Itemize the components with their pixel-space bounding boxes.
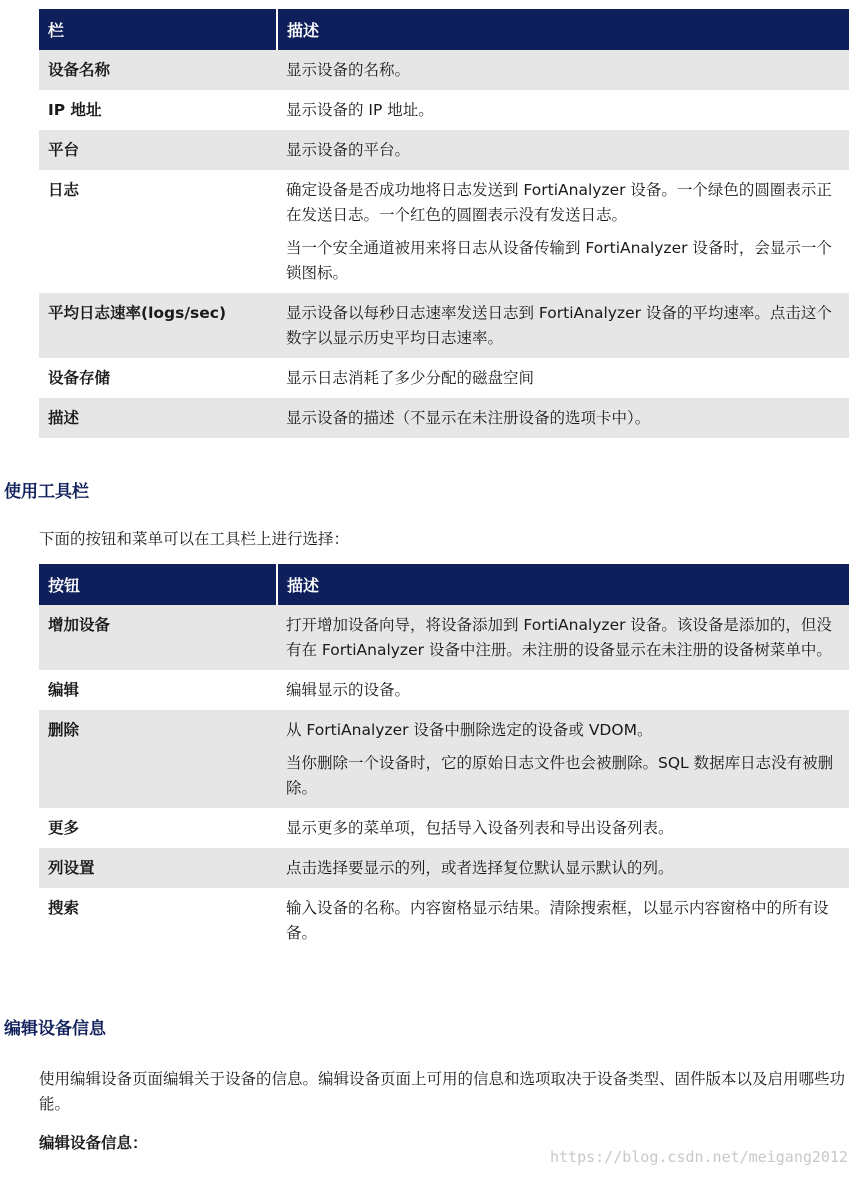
table-row bbox=[39, 358, 849, 398]
table-row bbox=[39, 710, 849, 808]
edit-device-subheading: 编辑设备信息： bbox=[39, 1134, 148, 1152]
edit-device-intro: 使用编辑设备页面编辑关于设备的信息。编辑设备页面上可用的信息和选项取决于设备类型、固件版本以及启用哪些功能。 bbox=[39, 1070, 846, 1113]
row-label: 删除 bbox=[39, 710, 277, 808]
row-label: 平均日志速率(logs/sec) bbox=[39, 293, 277, 358]
column-header: 栏 bbox=[39, 9, 277, 50]
row-label: 编辑 bbox=[39, 670, 277, 710]
description-paragraph: 点击选择要显示的列，或者选择复位默认显示默认的列。 bbox=[286, 859, 674, 877]
row-description bbox=[277, 398, 849, 438]
table-row bbox=[39, 888, 849, 953]
row-label: 搜索 bbox=[39, 888, 277, 953]
row-description bbox=[277, 358, 849, 398]
table-row bbox=[39, 90, 849, 130]
description-header: 描述 bbox=[277, 9, 849, 50]
description-paragraph: 编辑显示的设备。 bbox=[286, 681, 411, 699]
button-header: 按钮 bbox=[39, 564, 277, 605]
row-description bbox=[277, 130, 849, 170]
table-row bbox=[39, 293, 849, 358]
description-paragraph: 确定设备是否成功地将日志发送到 FortiAnalyzer 设备。一个绿色的圆圈表示正在发送日志。一个红色的圆圈表示没有发送日志。 bbox=[286, 181, 832, 224]
toolbar-intro: 下面的按钮和菜单可以在工具栏上进行选择： bbox=[39, 530, 350, 548]
row-description bbox=[277, 710, 849, 808]
description-header: 描述 bbox=[277, 564, 849, 605]
row-description bbox=[277, 848, 849, 888]
row-description bbox=[277, 293, 849, 358]
row-label: 平台 bbox=[39, 130, 277, 170]
watermark: https://blog.csdn.net/meigang2012 bbox=[549, 1148, 848, 1166]
description-paragraph: 显示设备的 IP 地址。 bbox=[286, 101, 434, 119]
row-label: 日志 bbox=[39, 170, 277, 293]
table-row bbox=[39, 670, 849, 710]
description-paragraph: 显示设备的描述（不显示在未注册设备的选项卡中）。 bbox=[286, 409, 651, 427]
table-row bbox=[39, 808, 849, 848]
description-paragraph: 输入设备的名称。内容窗格显示结果。清除搜索框，以显示内容窗格中的所有设备。 bbox=[286, 899, 829, 942]
table-row bbox=[39, 170, 849, 293]
row-description bbox=[277, 605, 849, 670]
row-description bbox=[277, 888, 849, 953]
row-description bbox=[277, 808, 849, 848]
row-description bbox=[277, 170, 849, 293]
table-row bbox=[39, 50, 849, 90]
description-paragraph: 显示日志消耗了多少分配的磁盘空间 bbox=[286, 369, 535, 387]
description-paragraph: 显示设备以每秒日志速率发送日志到 FortiAnalyzer 设备的平均速率。点击这个数字以显示历史平均日志速率。 bbox=[286, 304, 832, 347]
description-paragraph: 从 FortiAnalyzer 设备中删除选定的设备或 VDOM。 bbox=[286, 721, 653, 739]
table-row bbox=[39, 605, 849, 670]
row-description bbox=[277, 90, 849, 130]
description-paragraph: 显示设备的平台。 bbox=[286, 141, 411, 159]
row-label: 描述 bbox=[39, 398, 277, 438]
section-title-toolbar: 使用工具栏 bbox=[4, 482, 89, 502]
description-paragraph: 显示设备的名称。 bbox=[286, 61, 411, 79]
description-paragraph: 打开增加设备向导，将设备添加到 FortiAnalyzer 设备。该设备是添加的，但没有在 FortiAnalyzer 设备中注册。未注册的设备显示在未注册的设备树菜单中。 bbox=[286, 616, 832, 659]
table-row bbox=[39, 398, 849, 438]
description-paragraph: 显示更多的菜单项，包括导入设备列表和导出设备列表。 bbox=[286, 819, 674, 837]
table-header-row bbox=[39, 9, 849, 50]
section-title-edit-device: 编辑设备信息 bbox=[4, 1019, 106, 1039]
buttons-table bbox=[39, 564, 849, 953]
row-label: 更多 bbox=[39, 808, 277, 848]
table-header-row bbox=[39, 564, 849, 605]
description-paragraph: 当你删除一个设备时，它的原始日志文件也会被删除。SQL 数据库日志没有被删除。 bbox=[286, 754, 834, 797]
table-row bbox=[39, 848, 849, 888]
row-label: 设备存储 bbox=[39, 358, 277, 398]
table-row bbox=[39, 130, 849, 170]
description-paragraph: 当一个安全通道被用来将日志从设备传输到 FortiAnalyzer 设备时，会显示一个锁图标。 bbox=[286, 239, 832, 282]
row-description bbox=[277, 670, 849, 710]
row-label: 列设置 bbox=[39, 848, 277, 888]
row-label: 设备名称 bbox=[39, 50, 277, 90]
row-description bbox=[277, 50, 849, 90]
columns-table bbox=[39, 9, 849, 438]
row-label: 增加设备 bbox=[39, 605, 277, 670]
row-label: IP 地址 bbox=[39, 90, 277, 130]
